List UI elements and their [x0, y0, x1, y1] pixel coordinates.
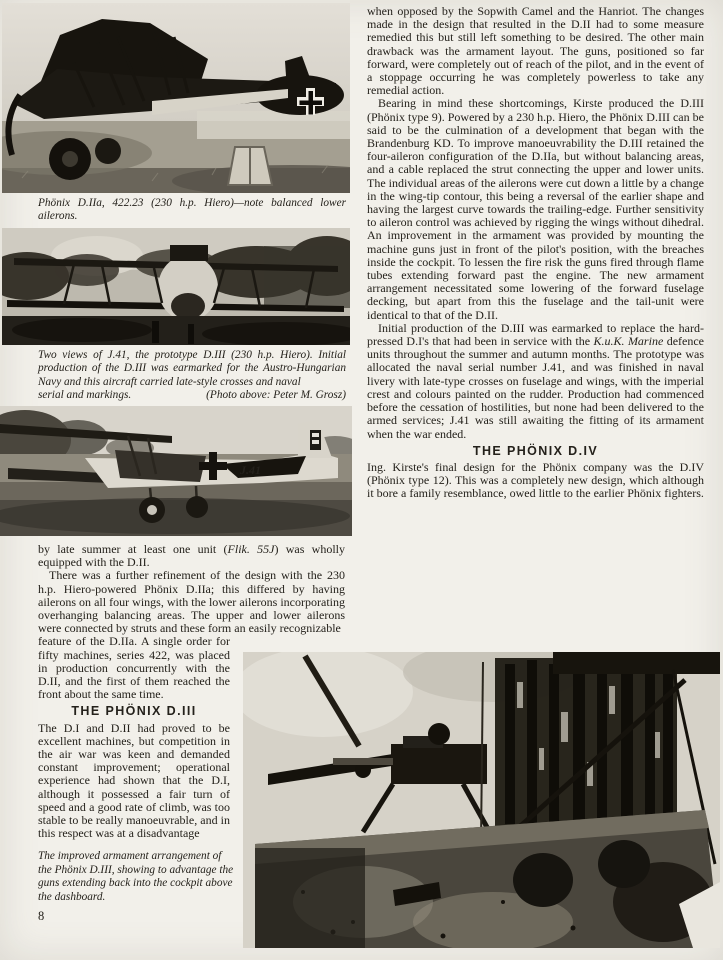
right-para-3 [367, 322, 704, 441]
left-para1-italic: Flik. 55J [227, 542, 275, 556]
photo-j41-front [2, 228, 350, 345]
photo-d3-armament [243, 652, 720, 948]
caption-d3-guns: The improved armament arrangement of the Phönix D.III, showing to advantage the guns extending back into the cockpit above the dashboard. [38, 850, 234, 903]
right-para-2: Bearing in mind these shortcomings, Kirste produced the D.III (Phönix type 9). Powered by a 230 h.p. Hiero, the Phönix D.III can be said to be the culmination of a development that began with the Brandenburg KD. To improve manoeuvrability the D.III retained the four-aileron configuration of the D.IIa, but without balancing areas, and a cable replaced the strut connecting the upper and lower units. The individual areas of the ailerons were cut down a little by a change in the wing-tip contour, this being a reversal of the earlier shape and having the largest curve towards the trailing-edge. Further sensitivity to aileron control was achieved by rigging the wings without dihedral. An improvement in the armament was provided by mounting the machine guns just in front of the pilot's position, with the breaches inside the cockpit. To lessen the fire risk the guns fired through flame tubes extending forward past the engine. The new armament arrangement necessitated some lowering of the forward fuselage decking, but apart from this the fuselage and the tail-unit were identical to that of the D.II. [367, 96, 704, 322]
right-column [367, 5, 704, 501]
j41-marking: J.41 [240, 463, 261, 477]
left-para1-post: ) was wholly equipped with the D.II. [38, 542, 346, 570]
left-para1-pre: by late summer at least one unit ( [38, 542, 228, 556]
right-para3-pre: Initial production of the D.III was earmarked to replace the hard-pressed D.I's that had been in service with the [367, 320, 704, 349]
photo-j41-side [0, 406, 352, 536]
caption-j41-credit: (Photo above: Peter M. Grosz) [206, 389, 346, 402]
caption-phonix-d2a: Phönix D.IIa, 422.23 (230 h.p. Hiero)—note balanced lower ailerons. [38, 197, 346, 223]
right-para3-post: defence units throughout the summer and autumn months. The prototype was allocated the naval serial number J.41, and was finished in naval livery with late-type crosses on fuselage and wings, with the imperial crest and colours painted on the rudder. Production had commenced before the cessation of hostilities, but none had been delivered to the armed services; J.41 was still awaiting the fitting of its armament when the war ended. [367, 334, 704, 441]
caption-j41-last: serial and markings. [38, 389, 132, 402]
photo-phonix-d2a [2, 3, 350, 193]
heading-phonix-d3: THE PHÖNIX D.III [71, 704, 197, 719]
right-para-4: Ing. Kirste's final design for the Phönix company was the D.IV (Phönix type 12). This was a completely new design, which although it bore a family resemblance, owed little to the earlier Phönix fighters. [367, 459, 704, 501]
photo-j41-front-art [2, 228, 350, 345]
right-para3-italic: K.u.K. Marine [593, 334, 664, 349]
caption-j41-text: Two views of J.41, the prototype D.III (230 h.p. Hiero). Initial production of the D.III was earmarked for the Austro-Hungarian Navy and this aircraft carried late-style crosses and naval [38, 349, 346, 388]
photo-j41-side-art [0, 406, 352, 536]
photo-phonix-d2a-art [2, 3, 350, 193]
left-para-1 [38, 543, 345, 569]
caption-j41 [38, 349, 346, 403]
page-number: 8 [38, 909, 45, 924]
left-para-3: The D.I and D.II had proved to be excellent machines, but competition in the air war was keen and demanded constant improvement; operational experience had shown that the D.I, although it possessed a fair turn of speed and a good rate of climb, was too stable to be really manoeuvrable, and in this respect was at a disadvantage [38, 720, 230, 841]
left-para-2-narrow: feature of the D.IIa. A single order for fifty machines, series 422, was placed in production concurrently with the D.II, and the first of them reached the front about the same time. [38, 634, 230, 702]
right-para-1: when opposed by the Sopwith Camel and the Hanriot. The changes made in the design that resulted in the D.II had to some measure remedied this but still left something to be desired. The other main drawback was the armament layout. The guns, positioned so far forward, were completely out of reach of the pilot, and in the event of a stoppage occurring he was completely powerless to take any remedial action. [367, 4, 704, 98]
left-para-2-wide: There was a further refinement of the design with the 230 h.p. Hiero-powered Phönix D.IIa; this differed by having ailerons on all four wings, with the lower ailerons incorporating overhanging balancing areas. The upper and lower ailerons were connected by struts and these form an easily recognizable [38, 568, 345, 636]
photo-d3-armament-art [243, 652, 720, 948]
heading-phonix-d4: THE PHÖNIX D.IV [472, 443, 599, 458]
